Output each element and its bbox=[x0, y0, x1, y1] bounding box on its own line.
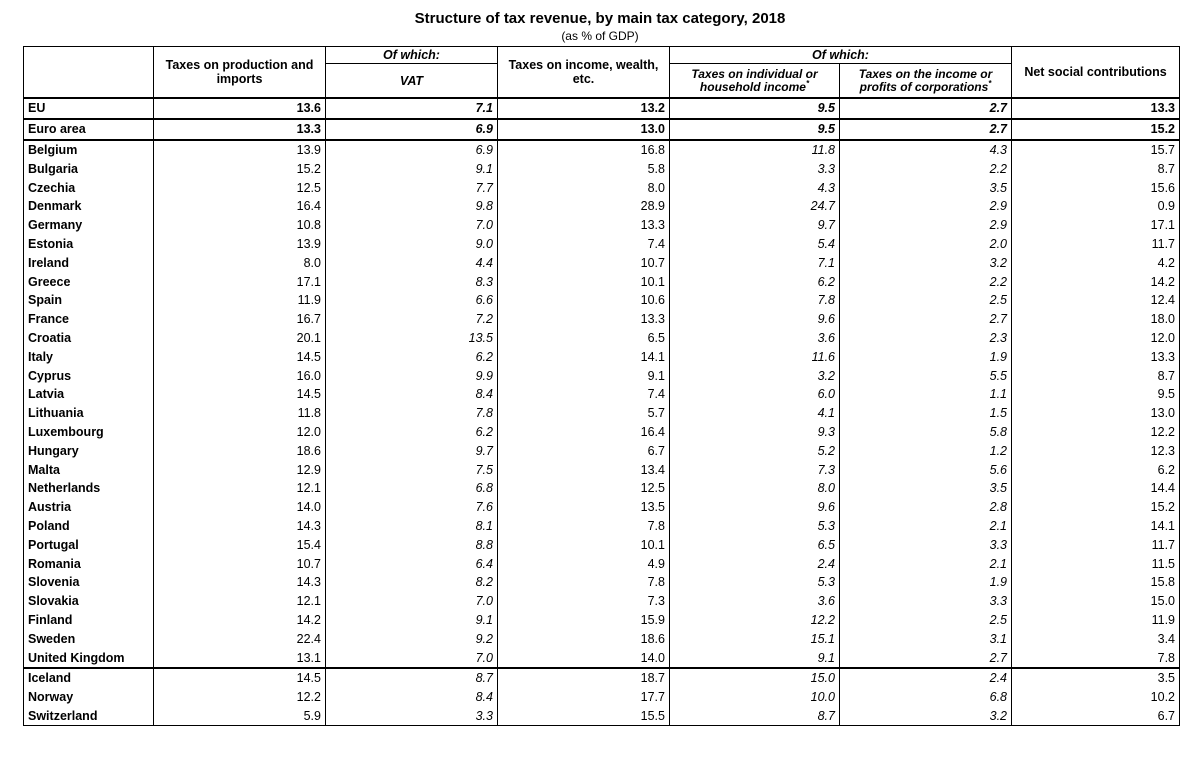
cell-country: Netherlands bbox=[24, 479, 154, 498]
cell-vat: 9.9 bbox=[326, 366, 498, 385]
cell-vat: 7.0 bbox=[326, 648, 498, 668]
cell-production: 14.3 bbox=[154, 517, 326, 536]
cell-corporations: 5.5 bbox=[840, 366, 1012, 385]
table-row bbox=[24, 98, 1180, 119]
header-of-which-1: Of which: bbox=[326, 47, 498, 64]
cell-corporations: 2.4 bbox=[840, 668, 1012, 688]
cell-vat: 8.4 bbox=[326, 385, 498, 404]
cell-social: 6.7 bbox=[1012, 707, 1180, 726]
cell-income: 17.7 bbox=[498, 688, 670, 707]
cell-production: 15.4 bbox=[154, 535, 326, 554]
cell-production: 12.9 bbox=[154, 460, 326, 479]
cell-country: Euro area bbox=[24, 119, 154, 140]
table-body bbox=[24, 98, 1180, 726]
cell-country: Bulgaria bbox=[24, 159, 154, 178]
cell-individual: 6.0 bbox=[670, 385, 840, 404]
cell-income: 9.1 bbox=[498, 366, 670, 385]
cell-income: 14.0 bbox=[498, 648, 670, 668]
cell-corporations: 2.2 bbox=[840, 272, 1012, 291]
cell-individual: 5.2 bbox=[670, 441, 840, 460]
cell-vat: 7.1 bbox=[326, 98, 498, 119]
cell-corporations: 2.8 bbox=[840, 498, 1012, 517]
cell-individual: 5.3 bbox=[670, 573, 840, 592]
cell-vat: 13.5 bbox=[326, 329, 498, 348]
cell-country: Greece bbox=[24, 272, 154, 291]
cell-income: 12.5 bbox=[498, 479, 670, 498]
cell-country: United Kingdom bbox=[24, 648, 154, 668]
cell-vat: 8.7 bbox=[326, 668, 498, 688]
cell-country: Hungary bbox=[24, 441, 154, 460]
cell-production: 13.9 bbox=[154, 235, 326, 254]
cell-individual: 11.6 bbox=[670, 347, 840, 366]
cell-production: 14.0 bbox=[154, 498, 326, 517]
header-income: Taxes on income, wealth, etc. bbox=[498, 47, 670, 99]
cell-corporations: 3.2 bbox=[840, 253, 1012, 272]
tax-revenue-table bbox=[23, 46, 1180, 726]
cell-country: EU bbox=[24, 98, 154, 119]
table-row bbox=[24, 329, 1180, 348]
cell-corporations: 2.7 bbox=[840, 310, 1012, 329]
cell-vat: 6.2 bbox=[326, 423, 498, 442]
cell-country: Germany bbox=[24, 216, 154, 235]
cell-production: 10.8 bbox=[154, 216, 326, 235]
cell-country: Iceland bbox=[24, 668, 154, 688]
cell-country: Cyprus bbox=[24, 366, 154, 385]
cell-individual: 24.7 bbox=[670, 197, 840, 216]
cell-individual: 11.8 bbox=[670, 140, 840, 160]
cell-production: 11.8 bbox=[154, 404, 326, 423]
cell-corporations: 1.9 bbox=[840, 347, 1012, 366]
table-row bbox=[24, 611, 1180, 630]
table-row bbox=[24, 629, 1180, 648]
cell-income: 10.6 bbox=[498, 291, 670, 310]
cell-social: 18.0 bbox=[1012, 310, 1180, 329]
cell-vat: 7.5 bbox=[326, 460, 498, 479]
cell-individual: 15.1 bbox=[670, 629, 840, 648]
cell-country: Finland bbox=[24, 611, 154, 630]
cell-income: 13.3 bbox=[498, 310, 670, 329]
cell-country: France bbox=[24, 310, 154, 329]
cell-social: 14.1 bbox=[1012, 517, 1180, 536]
cell-production: 22.4 bbox=[154, 629, 326, 648]
cell-social: 13.3 bbox=[1012, 347, 1180, 366]
cell-vat: 6.2 bbox=[326, 347, 498, 366]
cell-individual: 5.3 bbox=[670, 517, 840, 536]
cell-vat: 6.9 bbox=[326, 140, 498, 160]
cell-social: 11.7 bbox=[1012, 235, 1180, 254]
cell-social: 15.2 bbox=[1012, 119, 1180, 140]
header-corporations bbox=[840, 64, 1012, 99]
cell-social: 0.9 bbox=[1012, 197, 1180, 216]
cell-social: 6.2 bbox=[1012, 460, 1180, 479]
cell-social: 11.7 bbox=[1012, 535, 1180, 554]
cell-vat: 9.1 bbox=[326, 159, 498, 178]
cell-individual: 3.6 bbox=[670, 592, 840, 611]
cell-vat: 4.4 bbox=[326, 253, 498, 272]
cell-individual: 6.2 bbox=[670, 272, 840, 291]
table-row bbox=[24, 291, 1180, 310]
cell-individual: 4.3 bbox=[670, 178, 840, 197]
cell-social: 4.2 bbox=[1012, 253, 1180, 272]
cell-social: 3.5 bbox=[1012, 668, 1180, 688]
table-row bbox=[24, 707, 1180, 726]
cell-corporations: 2.0 bbox=[840, 235, 1012, 254]
cell-vat: 6.9 bbox=[326, 119, 498, 140]
cell-production: 16.7 bbox=[154, 310, 326, 329]
table-row bbox=[24, 272, 1180, 291]
table-row bbox=[24, 197, 1180, 216]
cell-vat: 3.3 bbox=[326, 707, 498, 726]
cell-country: Sweden bbox=[24, 629, 154, 648]
cell-production: 14.5 bbox=[154, 385, 326, 404]
table-row bbox=[24, 688, 1180, 707]
table-row bbox=[24, 554, 1180, 573]
cell-country: Luxembourg bbox=[24, 423, 154, 442]
cell-social: 7.8 bbox=[1012, 648, 1180, 668]
cell-production: 13.9 bbox=[154, 140, 326, 160]
cell-individual: 9.7 bbox=[670, 216, 840, 235]
cell-production: 14.5 bbox=[154, 668, 326, 688]
cell-country: Estonia bbox=[24, 235, 154, 254]
cell-corporations: 5.8 bbox=[840, 423, 1012, 442]
table-row bbox=[24, 253, 1180, 272]
cell-country: Ireland bbox=[24, 253, 154, 272]
cell-individual: 4.1 bbox=[670, 404, 840, 423]
cell-production: 13.3 bbox=[154, 119, 326, 140]
table-row bbox=[24, 140, 1180, 160]
table-row bbox=[24, 310, 1180, 329]
header-of-which-2: Of which: bbox=[670, 47, 1012, 64]
cell-individual: 8.7 bbox=[670, 707, 840, 726]
cell-vat: 7.8 bbox=[326, 404, 498, 423]
cell-production: 16.0 bbox=[154, 366, 326, 385]
cell-social: 14.2 bbox=[1012, 272, 1180, 291]
cell-individual: 7.3 bbox=[670, 460, 840, 479]
cell-social: 15.7 bbox=[1012, 140, 1180, 160]
cell-individual: 9.3 bbox=[670, 423, 840, 442]
table-row bbox=[24, 498, 1180, 517]
cell-individual: 9.1 bbox=[670, 648, 840, 668]
cell-production: 17.1 bbox=[154, 272, 326, 291]
cell-corporations: 3.2 bbox=[840, 707, 1012, 726]
cell-production: 5.9 bbox=[154, 707, 326, 726]
cell-corporations: 1.5 bbox=[840, 404, 1012, 423]
cell-income: 10.1 bbox=[498, 272, 670, 291]
cell-income: 7.4 bbox=[498, 385, 670, 404]
table-row bbox=[24, 366, 1180, 385]
table-row bbox=[24, 648, 1180, 668]
cell-income: 13.4 bbox=[498, 460, 670, 479]
header-social: Net social contributions bbox=[1012, 47, 1180, 99]
cell-individual: 5.4 bbox=[670, 235, 840, 254]
cell-income: 7.3 bbox=[498, 592, 670, 611]
cell-income: 7.8 bbox=[498, 517, 670, 536]
cell-vat: 9.8 bbox=[326, 197, 498, 216]
cell-country: Slovakia bbox=[24, 592, 154, 611]
cell-country: Spain bbox=[24, 291, 154, 310]
cell-corporations: 2.3 bbox=[840, 329, 1012, 348]
table-row bbox=[24, 479, 1180, 498]
cell-social: 12.3 bbox=[1012, 441, 1180, 460]
cell-production: 10.7 bbox=[154, 554, 326, 573]
cell-individual: 9.6 bbox=[670, 310, 840, 329]
cell-social: 12.4 bbox=[1012, 291, 1180, 310]
cell-vat: 8.1 bbox=[326, 517, 498, 536]
table-row bbox=[24, 178, 1180, 197]
table-title: Structure of tax revenue, by main tax category, 2018 bbox=[414, 10, 786, 27]
cell-individual: 10.0 bbox=[670, 688, 840, 707]
cell-social: 8.7 bbox=[1012, 366, 1180, 385]
cell-country: Malta bbox=[24, 460, 154, 479]
cell-vat: 7.6 bbox=[326, 498, 498, 517]
cell-individual: 3.6 bbox=[670, 329, 840, 348]
cell-country: Croatia bbox=[24, 329, 154, 348]
cell-income: 28.9 bbox=[498, 197, 670, 216]
cell-corporations: 3.3 bbox=[840, 592, 1012, 611]
cell-country: Czechia bbox=[24, 178, 154, 197]
cell-social: 12.0 bbox=[1012, 329, 1180, 348]
table-row bbox=[24, 592, 1180, 611]
table-subtitle: (as % of GDP) bbox=[561, 29, 639, 43]
cell-income: 6.5 bbox=[498, 329, 670, 348]
footnote-mark: * bbox=[805, 78, 810, 88]
cell-social: 15.2 bbox=[1012, 498, 1180, 517]
cell-social: 3.4 bbox=[1012, 629, 1180, 648]
cell-production: 12.1 bbox=[154, 592, 326, 611]
cell-social: 8.7 bbox=[1012, 159, 1180, 178]
cell-corporations: 2.1 bbox=[840, 554, 1012, 573]
cell-social: 17.1 bbox=[1012, 216, 1180, 235]
table-row bbox=[24, 460, 1180, 479]
cell-corporations: 5.6 bbox=[840, 460, 1012, 479]
cell-corporations: 3.1 bbox=[840, 629, 1012, 648]
cell-production: 18.6 bbox=[154, 441, 326, 460]
table-row bbox=[24, 119, 1180, 140]
cell-social: 11.9 bbox=[1012, 611, 1180, 630]
cell-income: 13.2 bbox=[498, 98, 670, 119]
cell-individual: 2.4 bbox=[670, 554, 840, 573]
cell-vat: 6.4 bbox=[326, 554, 498, 573]
cell-production: 14.2 bbox=[154, 611, 326, 630]
cell-vat: 6.6 bbox=[326, 291, 498, 310]
table-row bbox=[24, 235, 1180, 254]
cell-country: Denmark bbox=[24, 197, 154, 216]
cell-country: Belgium bbox=[24, 140, 154, 160]
cell-corporations: 2.7 bbox=[840, 98, 1012, 119]
cell-income: 13.3 bbox=[498, 216, 670, 235]
cell-vat: 9.2 bbox=[326, 629, 498, 648]
cell-vat: 8.2 bbox=[326, 573, 498, 592]
cell-individual: 8.0 bbox=[670, 479, 840, 498]
cell-vat: 7.0 bbox=[326, 592, 498, 611]
cell-income: 18.6 bbox=[498, 629, 670, 648]
cell-corporations: 3.5 bbox=[840, 479, 1012, 498]
cell-individual: 3.2 bbox=[670, 366, 840, 385]
cell-vat: 6.8 bbox=[326, 479, 498, 498]
cell-individual: 9.5 bbox=[670, 98, 840, 119]
table-row bbox=[24, 517, 1180, 536]
cell-vat: 8.8 bbox=[326, 535, 498, 554]
cell-production: 12.5 bbox=[154, 178, 326, 197]
cell-income: 16.4 bbox=[498, 423, 670, 442]
cell-individual: 9.6 bbox=[670, 498, 840, 517]
cell-production: 13.1 bbox=[154, 648, 326, 668]
cell-income: 7.8 bbox=[498, 573, 670, 592]
cell-income: 14.1 bbox=[498, 347, 670, 366]
cell-social: 11.5 bbox=[1012, 554, 1180, 573]
table-row bbox=[24, 535, 1180, 554]
cell-production: 16.4 bbox=[154, 197, 326, 216]
cell-country: Portugal bbox=[24, 535, 154, 554]
cell-country: Italy bbox=[24, 347, 154, 366]
cell-corporations: 2.1 bbox=[840, 517, 1012, 536]
cell-corporations: 2.7 bbox=[840, 119, 1012, 140]
cell-production: 12.2 bbox=[154, 688, 326, 707]
cell-individual: 7.1 bbox=[670, 253, 840, 272]
cell-corporations: 1.2 bbox=[840, 441, 1012, 460]
cell-vat: 9.1 bbox=[326, 611, 498, 630]
cell-vat: 7.0 bbox=[326, 216, 498, 235]
cell-country: Norway bbox=[24, 688, 154, 707]
cell-country: Romania bbox=[24, 554, 154, 573]
cell-production: 12.1 bbox=[154, 479, 326, 498]
cell-country: Latvia bbox=[24, 385, 154, 404]
cell-corporations: 3.5 bbox=[840, 178, 1012, 197]
cell-individual: 7.8 bbox=[670, 291, 840, 310]
cell-production: 20.1 bbox=[154, 329, 326, 348]
cell-country: Lithuania bbox=[24, 404, 154, 423]
cell-corporations: 2.9 bbox=[840, 197, 1012, 216]
cell-corporations: 2.5 bbox=[840, 611, 1012, 630]
cell-country: Austria bbox=[24, 498, 154, 517]
cell-income: 7.4 bbox=[498, 235, 670, 254]
cell-production: 14.3 bbox=[154, 573, 326, 592]
cell-social: 15.8 bbox=[1012, 573, 1180, 592]
cell-social: 14.4 bbox=[1012, 479, 1180, 498]
cell-individual: 12.2 bbox=[670, 611, 840, 630]
cell-country: Switzerland bbox=[24, 707, 154, 726]
cell-income: 18.7 bbox=[498, 668, 670, 688]
cell-social: 12.2 bbox=[1012, 423, 1180, 442]
cell-country: Slovenia bbox=[24, 573, 154, 592]
cell-social: 13.0 bbox=[1012, 404, 1180, 423]
cell-vat: 8.3 bbox=[326, 272, 498, 291]
cell-income: 5.7 bbox=[498, 404, 670, 423]
table-row bbox=[24, 347, 1180, 366]
table-row bbox=[24, 573, 1180, 592]
cell-individual: 9.5 bbox=[670, 119, 840, 140]
cell-vat: 9.0 bbox=[326, 235, 498, 254]
cell-individual: 6.5 bbox=[670, 535, 840, 554]
cell-production: 8.0 bbox=[154, 253, 326, 272]
header-production: Taxes on production and imports bbox=[154, 47, 326, 99]
cell-country: Poland bbox=[24, 517, 154, 536]
table-row bbox=[24, 385, 1180, 404]
header-corporations-label: Taxes on the income or profits of corporations bbox=[858, 66, 993, 94]
cell-production: 13.6 bbox=[154, 98, 326, 119]
table-row bbox=[24, 216, 1180, 235]
header-individual-label: Taxes on individual or household income bbox=[691, 66, 818, 94]
cell-income: 15.5 bbox=[498, 707, 670, 726]
cell-social: 15.6 bbox=[1012, 178, 1180, 197]
cell-income: 4.9 bbox=[498, 554, 670, 573]
cell-corporations: 6.8 bbox=[840, 688, 1012, 707]
cell-production: 14.5 bbox=[154, 347, 326, 366]
cell-vat: 8.4 bbox=[326, 688, 498, 707]
cell-income: 5.8 bbox=[498, 159, 670, 178]
footnote-mark: * bbox=[988, 78, 992, 88]
cell-income: 10.7 bbox=[498, 253, 670, 272]
header-individual bbox=[670, 64, 840, 99]
cell-corporations: 2.7 bbox=[840, 648, 1012, 668]
cell-corporations: 2.9 bbox=[840, 216, 1012, 235]
cell-income: 15.9 bbox=[498, 611, 670, 630]
cell-vat: 7.2 bbox=[326, 310, 498, 329]
cell-vat: 9.7 bbox=[326, 441, 498, 460]
cell-vat: 7.7 bbox=[326, 178, 498, 197]
cell-corporations: 4.3 bbox=[840, 140, 1012, 160]
cell-income: 13.5 bbox=[498, 498, 670, 517]
cell-corporations: 2.2 bbox=[840, 159, 1012, 178]
cell-production: 12.0 bbox=[154, 423, 326, 442]
cell-income: 8.0 bbox=[498, 178, 670, 197]
cell-social: 15.0 bbox=[1012, 592, 1180, 611]
cell-production: 11.9 bbox=[154, 291, 326, 310]
cell-corporations: 2.5 bbox=[840, 291, 1012, 310]
header-vat: VAT bbox=[326, 64, 498, 99]
cell-income: 16.8 bbox=[498, 140, 670, 160]
cell-individual: 15.0 bbox=[670, 668, 840, 688]
table-row bbox=[24, 404, 1180, 423]
table-row bbox=[24, 668, 1180, 688]
cell-social: 9.5 bbox=[1012, 385, 1180, 404]
cell-income: 13.0 bbox=[498, 119, 670, 140]
cell-corporations: 1.1 bbox=[840, 385, 1012, 404]
cell-corporations: 3.3 bbox=[840, 535, 1012, 554]
cell-production: 15.2 bbox=[154, 159, 326, 178]
cell-income: 6.7 bbox=[498, 441, 670, 460]
cell-income: 10.1 bbox=[498, 535, 670, 554]
cell-individual: 3.3 bbox=[670, 159, 840, 178]
table-row bbox=[24, 423, 1180, 442]
cell-social: 10.2 bbox=[1012, 688, 1180, 707]
table-row bbox=[24, 159, 1180, 178]
cell-social: 13.3 bbox=[1012, 98, 1180, 119]
cell-corporations: 1.9 bbox=[840, 573, 1012, 592]
table-row bbox=[24, 441, 1180, 460]
header-country bbox=[24, 47, 154, 99]
